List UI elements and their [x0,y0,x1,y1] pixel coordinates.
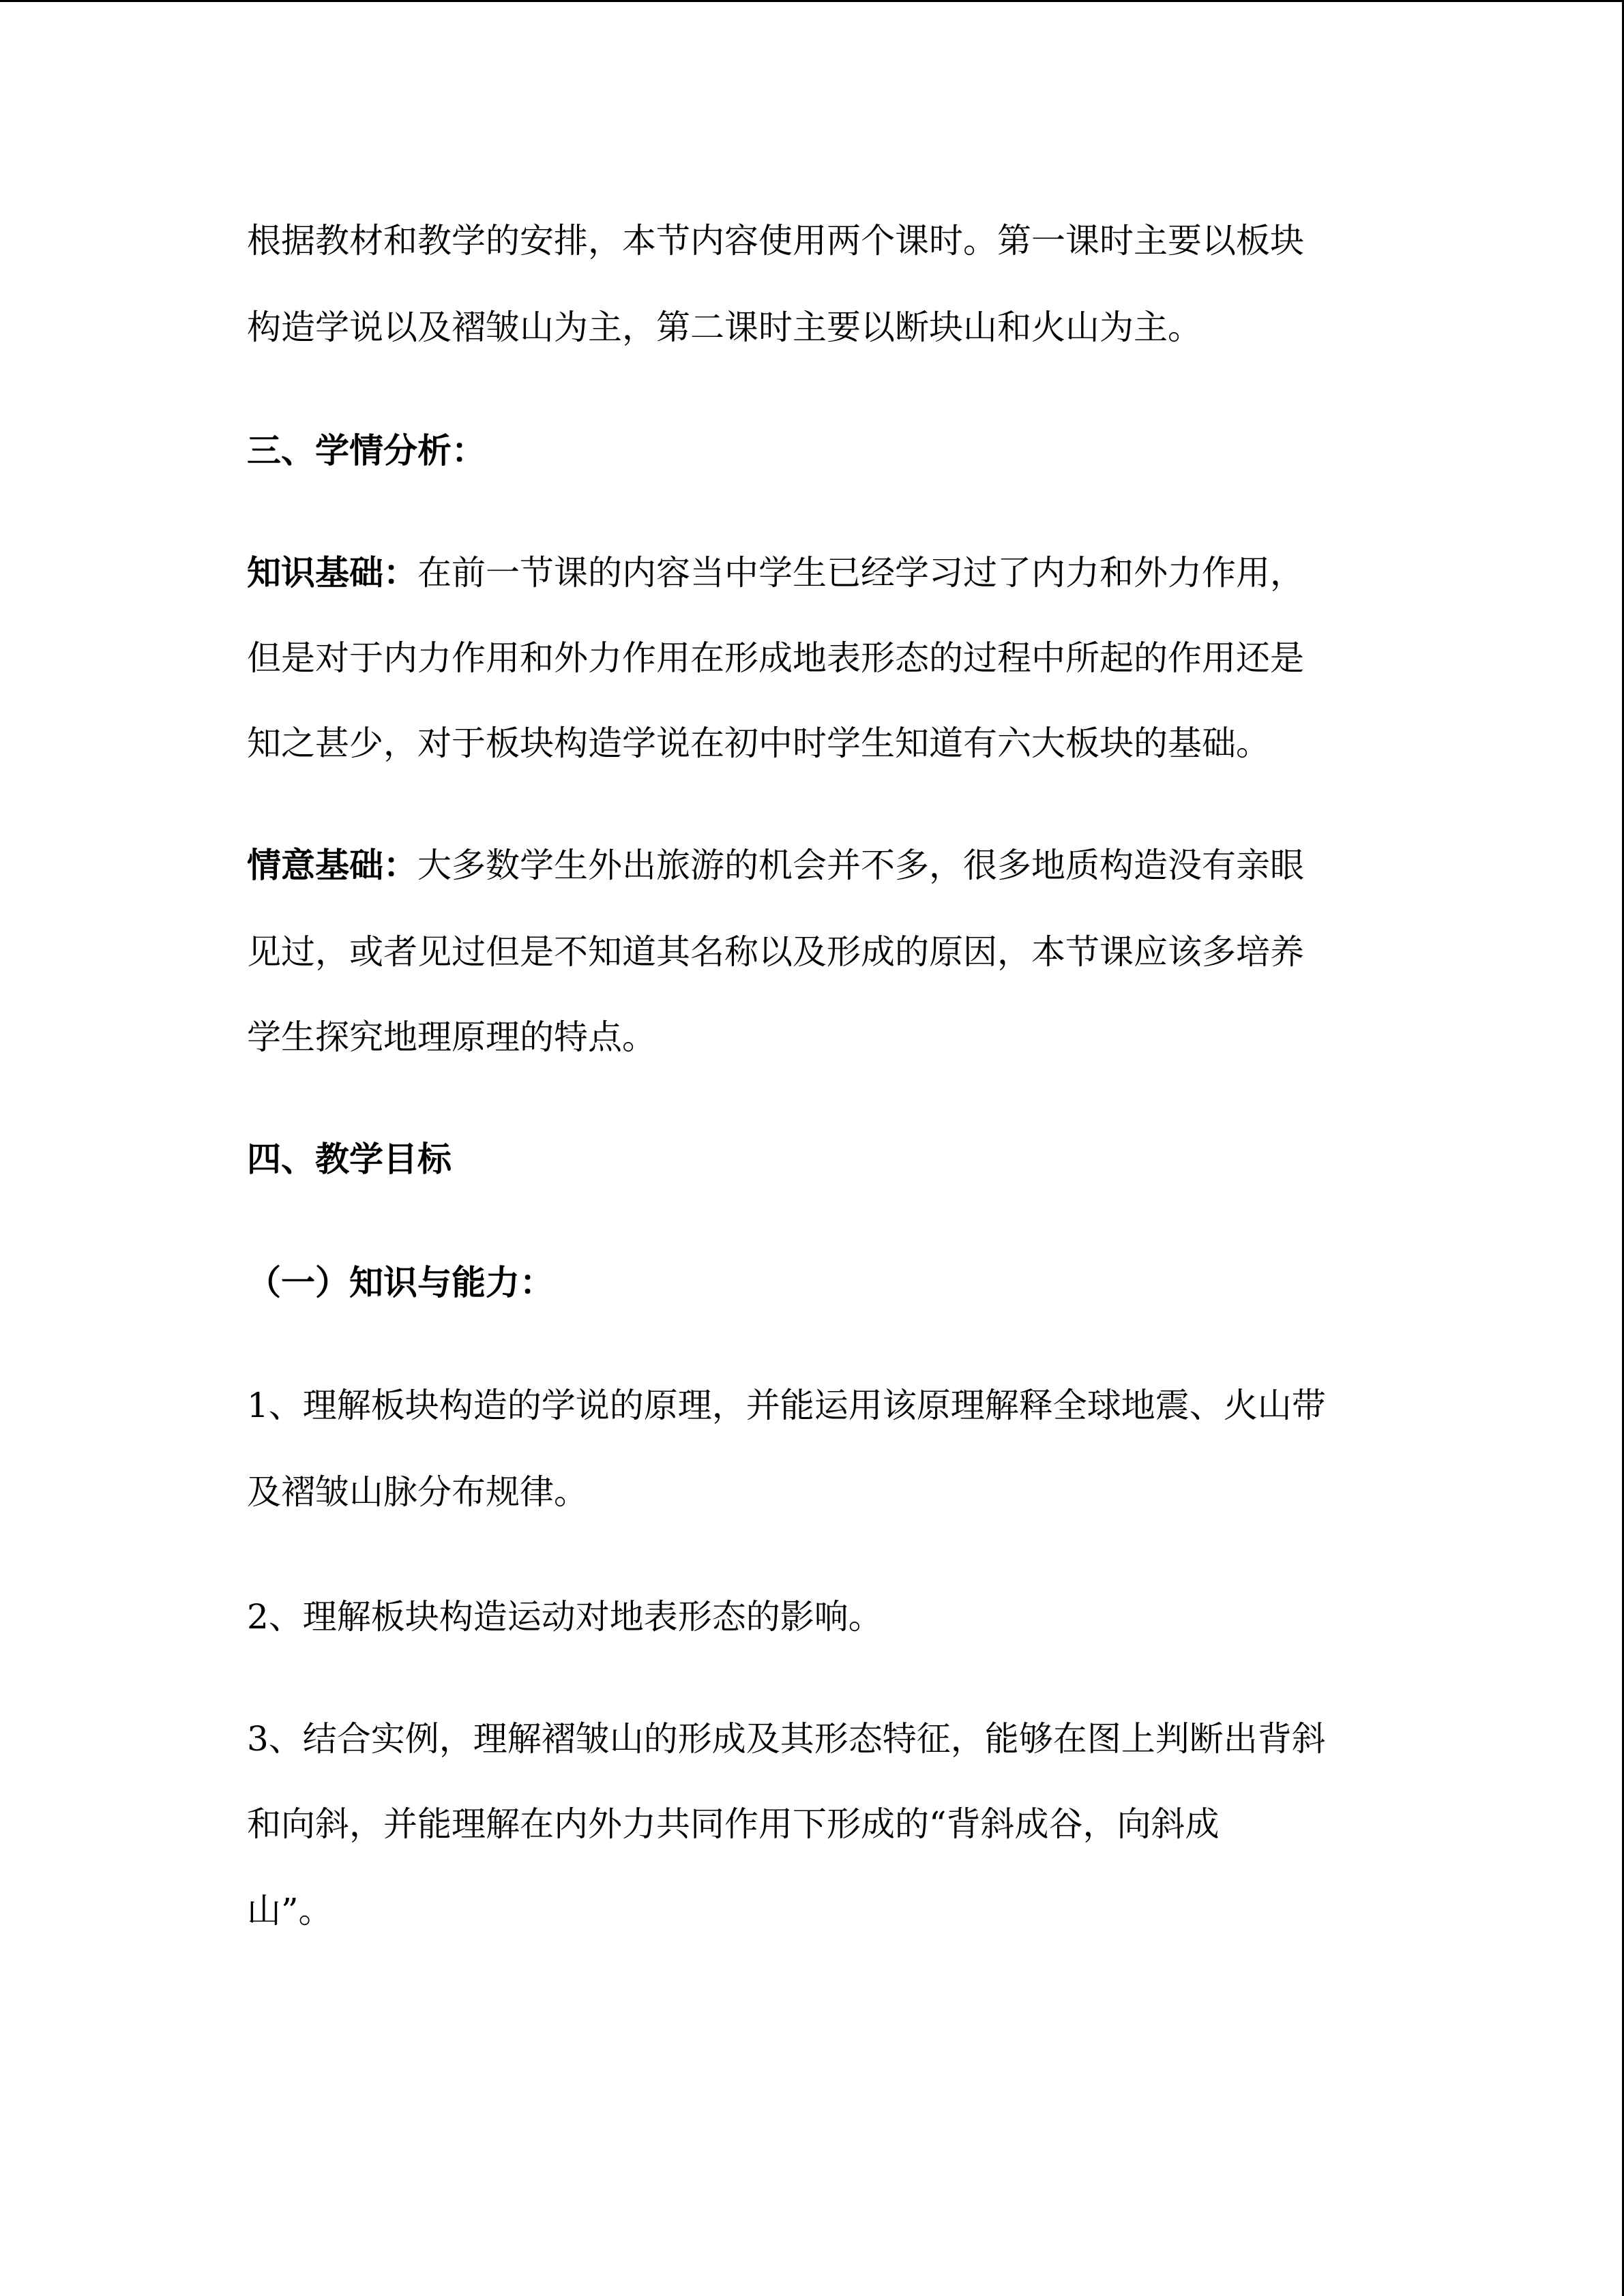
item-3-line-3: 山”。 [247,1891,333,1930]
knowledge-line-1 [247,528,1379,617]
emotion-line-3: 学生探究地理原理的特点。 [247,1017,656,1057]
item-3-line-2: 和向斜，并能理解在内外力共同作用下形成的“背斜成谷，向斜成 [247,1804,1220,1844]
emotion-line-2: 见过，或者见过但是不知道其名称以及形成的原因，本节课应该多培养 [247,932,1304,972]
emotion-line-1 [247,821,1379,910]
knowledge-line-3: 知之甚少，对于板块构造学说在初中时学生知道有六大板块的基础。 [247,724,1270,763]
intro-line-1: 根据教材和教学的安排，本节内容使用两个课时。第一课时主要以板块 [247,221,1304,260]
emotion-text-1: 大多数学生外出旅游的机会并不多，很多地质构造没有亲眼 [417,846,1304,885]
knowledge-text-1: 在前一节课的内容当中学生已经学习过了内力和外力作用， [417,553,1304,593]
item-1-line-2: 及褶皱山脉分布规律。 [247,1472,588,1512]
knowledge-line-2: 但是对于内力作用和外力作用在形成地表形态的过程中所起的作用还是 [247,638,1304,678]
item-1-line-1: 1、理解板块构造的学说的原理，并能运用该原理解释全球地震、火山带 [247,1386,1326,1425]
item-2-line: 2、理解板块构造运动对地表形态的影响。 [247,1597,883,1637]
knowledge-label: 知识基础： [247,552,417,593]
intro-line-2: 构造学说以及褶皱山为主，第二课时主要以断块山和火山为主。 [247,308,1202,347]
section-3-heading: 三、学情分析： [247,430,486,471]
subsection-1-heading: （一）知识与能力： [247,1262,554,1302]
section-4-heading: 四、教学目标 [247,1139,452,1179]
item-3-line-1: 3、结合实例，理解褶皱山的形成及其形态特征，能够在图上判断出背斜 [247,1719,1326,1759]
emotion-label: 情意基础： [247,845,417,885]
